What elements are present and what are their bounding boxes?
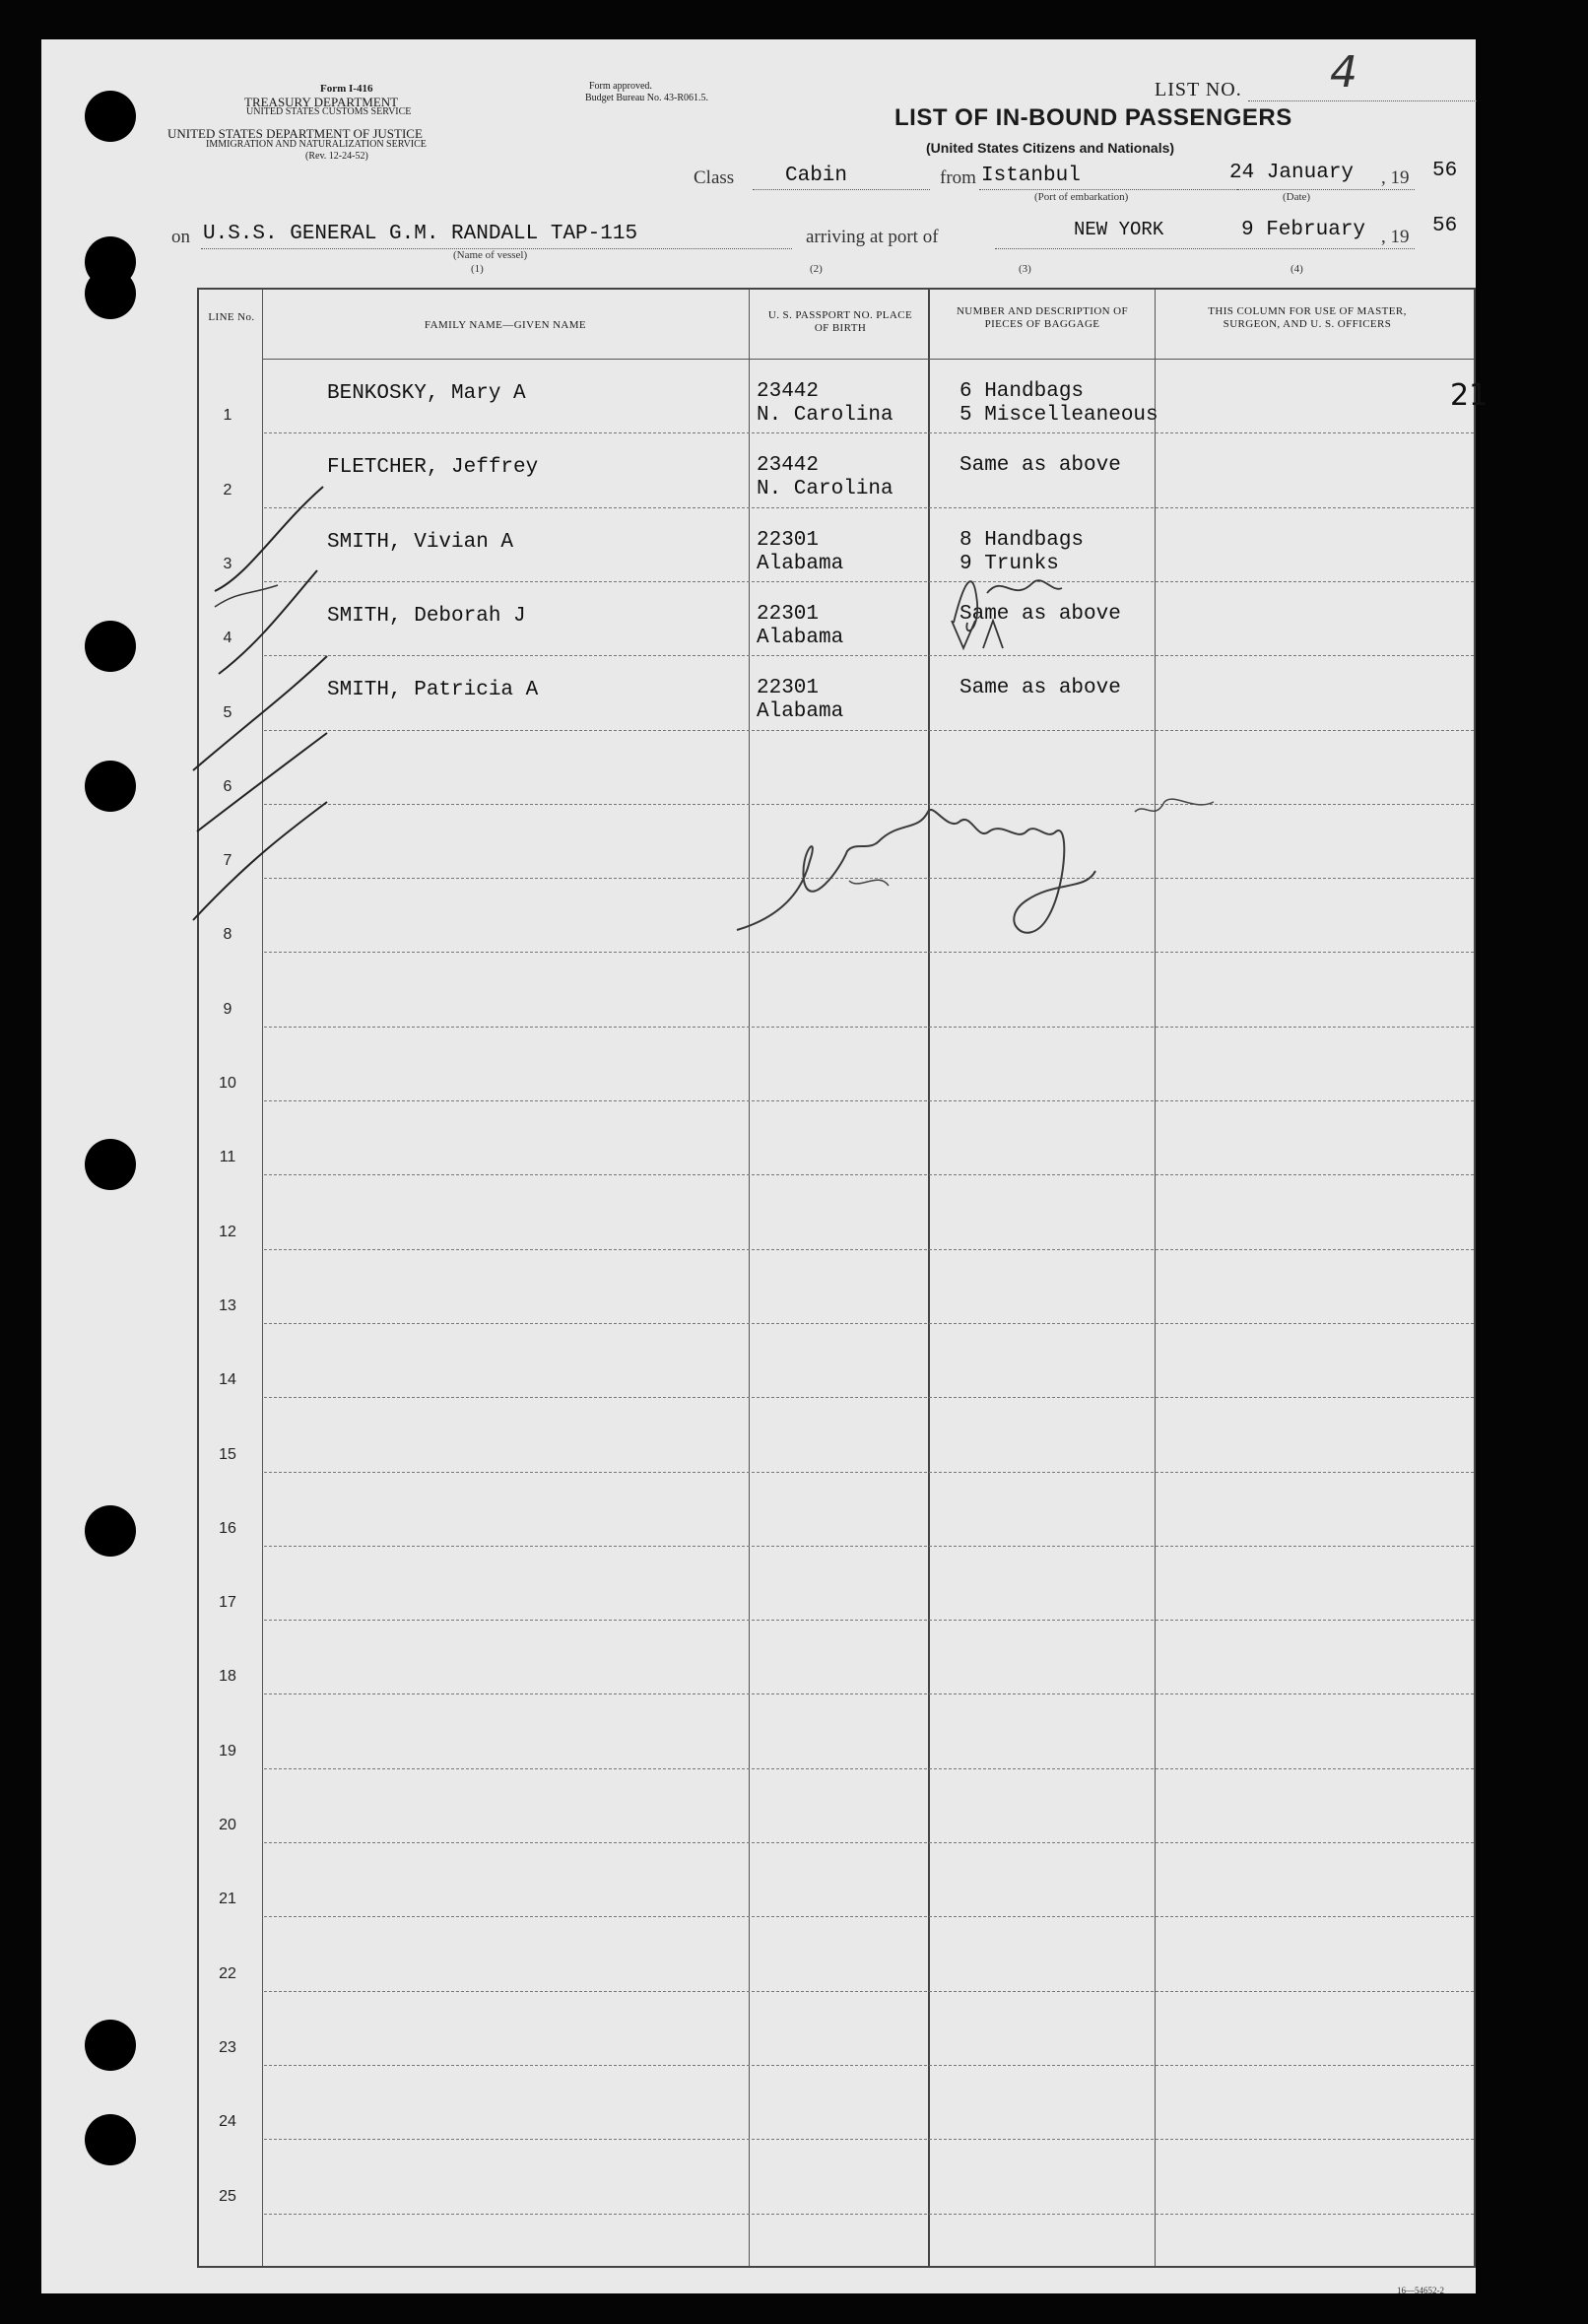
passenger-name: SMITH, Deborah J xyxy=(327,604,526,628)
punch-hole xyxy=(85,2114,136,2165)
row-rule xyxy=(264,507,1474,508)
baggage-line-2: 9 Trunks xyxy=(959,552,1059,575)
list-number-value: 4 xyxy=(1330,47,1357,98)
vessel-caption: (Name of vessel) xyxy=(453,249,528,261)
baggage-line-1: Same as above xyxy=(959,677,1121,700)
row-rule xyxy=(264,581,1474,582)
punch-hole xyxy=(85,2020,136,2071)
passenger-name: FLETCHER, Jeffrey xyxy=(327,456,539,480)
header-divider xyxy=(262,359,1474,360)
depart-year-prefix: , 19 xyxy=(1381,167,1410,188)
header-passport: U. S. PASSPORT NO. PLACE OF BIRTH xyxy=(767,309,913,334)
passport-number: 22301 xyxy=(757,602,820,626)
col-divider-name xyxy=(749,290,750,2266)
row-rule xyxy=(264,878,1474,879)
row-rule xyxy=(264,1100,1474,1101)
line-number: 3 xyxy=(223,555,232,572)
port-caption: (Port of embarkation) xyxy=(1034,191,1129,203)
footer-code: 16—54652-2 xyxy=(1397,2286,1444,2295)
row-rule xyxy=(264,952,1474,953)
row-rule xyxy=(264,730,1474,731)
line-number: 21 xyxy=(219,1891,236,1908)
row-rule xyxy=(264,1991,1474,1992)
budget-bureau: Budget Bureau No. 43-R061.5. xyxy=(585,93,708,103)
line-number: 15 xyxy=(219,1445,236,1463)
place-of-birth: Alabama xyxy=(757,552,844,575)
arriving-label: arriving at port of xyxy=(806,227,939,247)
punch-hole xyxy=(85,91,136,142)
punch-hole xyxy=(85,1505,136,1557)
punch-hole xyxy=(85,761,136,812)
depart-year-value: 56 xyxy=(1432,160,1458,182)
row-rule xyxy=(264,1768,1474,1769)
line-number: 9 xyxy=(223,1000,232,1018)
row-rule xyxy=(264,1027,1474,1028)
place-of-birth: Alabama xyxy=(757,626,844,649)
vessel-name: U.S.S. GENERAL G.M. RANDALL TAP-115 xyxy=(203,223,638,245)
row-rule xyxy=(264,2139,1474,2140)
line-number: 11 xyxy=(219,1149,236,1166)
col-3-caption: (3) xyxy=(1019,263,1031,275)
revision-date: (Rev. 12-24-52) xyxy=(305,151,368,162)
row-rule xyxy=(264,1174,1474,1175)
row-rule xyxy=(264,1842,1474,1843)
form-approved: Form approved. xyxy=(589,81,652,92)
baggage-line-1: 8 Handbags xyxy=(959,528,1085,552)
punch-hole xyxy=(85,268,136,319)
header-officers: THIS COLUMN FOR USE OF MASTER, SURGEON, AND U. S. OFFICERS xyxy=(1208,305,1407,330)
line-number: 23 xyxy=(219,2038,236,2056)
line-number: 17 xyxy=(219,1594,236,1612)
passenger-name: SMITH, Vivian A xyxy=(327,530,514,554)
col-divider-baggage xyxy=(1155,290,1156,2266)
row-rule xyxy=(264,1546,1474,1547)
row-rule xyxy=(264,1249,1474,1250)
passport-number: 23442 xyxy=(757,454,820,478)
line-number: 20 xyxy=(219,1817,236,1833)
baggage-line-2: 5 Miscelleaneous xyxy=(959,404,1158,427)
line-number: 25 xyxy=(219,2187,236,2205)
arrival-line xyxy=(995,246,1415,249)
punch-hole xyxy=(85,621,136,672)
header-name: FAMILY NAME—GIVEN NAME xyxy=(424,319,587,331)
embark-port-value: Istanbul xyxy=(981,165,1081,187)
line-number: 16 xyxy=(219,1519,236,1537)
from-label: from xyxy=(940,167,976,188)
col-4-caption: (4) xyxy=(1290,263,1303,275)
place-of-birth: N. Carolina xyxy=(757,404,893,427)
line-number: 2 xyxy=(223,481,232,498)
row-rule xyxy=(264,1397,1474,1398)
passenger-table xyxy=(197,288,1489,2268)
row-rule xyxy=(264,2065,1474,2066)
place-of-birth: N. Carolina xyxy=(757,478,893,501)
dept-justice: UNITED STATES DEPARTMENT OF JUSTICE xyxy=(167,126,423,141)
line-number: 24 xyxy=(219,2113,236,2131)
officer-note: 21 xyxy=(1450,378,1489,413)
line-number: 22 xyxy=(219,1964,236,1982)
header-line-no: LINE No. xyxy=(208,311,255,323)
row-rule xyxy=(264,804,1474,805)
form-number: Form I-416 xyxy=(320,83,373,95)
on-label: on xyxy=(171,227,190,247)
arrival-year-prefix: , 19 xyxy=(1381,227,1410,247)
row-rule xyxy=(264,1916,1474,1917)
line-number: 1 xyxy=(223,407,232,425)
row-rule xyxy=(264,2214,1474,2215)
line-number: 18 xyxy=(219,1668,236,1686)
col-1-caption: (1) xyxy=(471,263,484,275)
dept-justice-sub: IMMIGRATION AND NATURALIZATION SERVICE xyxy=(206,139,427,150)
row-rule xyxy=(264,655,1474,656)
row-rule xyxy=(264,1693,1474,1694)
from-line xyxy=(979,187,1237,190)
line-number: 13 xyxy=(219,1296,236,1314)
passenger-name: SMITH, Patricia A xyxy=(327,679,539,702)
line-number: 10 xyxy=(219,1075,236,1092)
date-caption: (Date) xyxy=(1283,191,1311,203)
line-number: 12 xyxy=(219,1223,236,1240)
inspector-signature xyxy=(731,772,1283,989)
passport-number: 23442 xyxy=(757,380,820,403)
line-number: 6 xyxy=(223,777,232,795)
line-number: 19 xyxy=(219,1742,236,1760)
row-rule xyxy=(264,1620,1474,1621)
place-of-birth: Alabama xyxy=(757,700,844,724)
col-2-caption: (2) xyxy=(810,263,823,275)
line-number: 4 xyxy=(223,630,232,647)
dept-treasury-sub: UNITED STATES CUSTOMS SERVICE xyxy=(246,106,412,117)
arrival-port: NEW YORK xyxy=(1074,219,1164,240)
arrival-date: 9 February xyxy=(1241,219,1366,241)
row-rule xyxy=(264,432,1474,433)
punch-hole xyxy=(85,1139,136,1190)
list-number-label: LIST NO. xyxy=(1155,79,1242,100)
line-number: 5 xyxy=(223,703,232,721)
depart-date-value: 24 January xyxy=(1229,162,1355,184)
line-number: 8 xyxy=(223,926,232,944)
page-subtitle: (United States Citizens and Nationals) xyxy=(926,140,1175,156)
passport-number: 22301 xyxy=(757,528,820,552)
line-number: 7 xyxy=(223,852,232,870)
class-value: Cabin xyxy=(785,165,848,187)
row-rule xyxy=(264,1323,1474,1324)
col-divider-passport xyxy=(928,290,930,2266)
class-label: Class xyxy=(694,167,735,188)
passport-number: 22301 xyxy=(757,677,820,700)
arrival-year-value: 56 xyxy=(1432,215,1458,237)
col-divider-line-no xyxy=(262,290,263,2266)
form-page xyxy=(41,39,1489,2295)
dept-treasury: TREASURY DEPARTMENT xyxy=(244,95,399,109)
line-number: 14 xyxy=(219,1371,236,1389)
passenger-name: BENKOSKY, Mary A xyxy=(327,382,526,405)
row-rule xyxy=(264,1472,1474,1473)
baggage-line-1: 6 Handbags xyxy=(959,380,1085,403)
baggage-line-1: Same as above xyxy=(959,602,1121,626)
list-number-line xyxy=(1248,97,1477,101)
header-baggage: NUMBER AND DESCRIPTION OF PIECES OF BAGGAGE xyxy=(956,305,1129,330)
class-line xyxy=(753,187,930,190)
page-title: LIST OF IN-BOUND PASSENGERS xyxy=(894,104,1292,131)
baggage-line-1: Same as above xyxy=(959,454,1121,478)
